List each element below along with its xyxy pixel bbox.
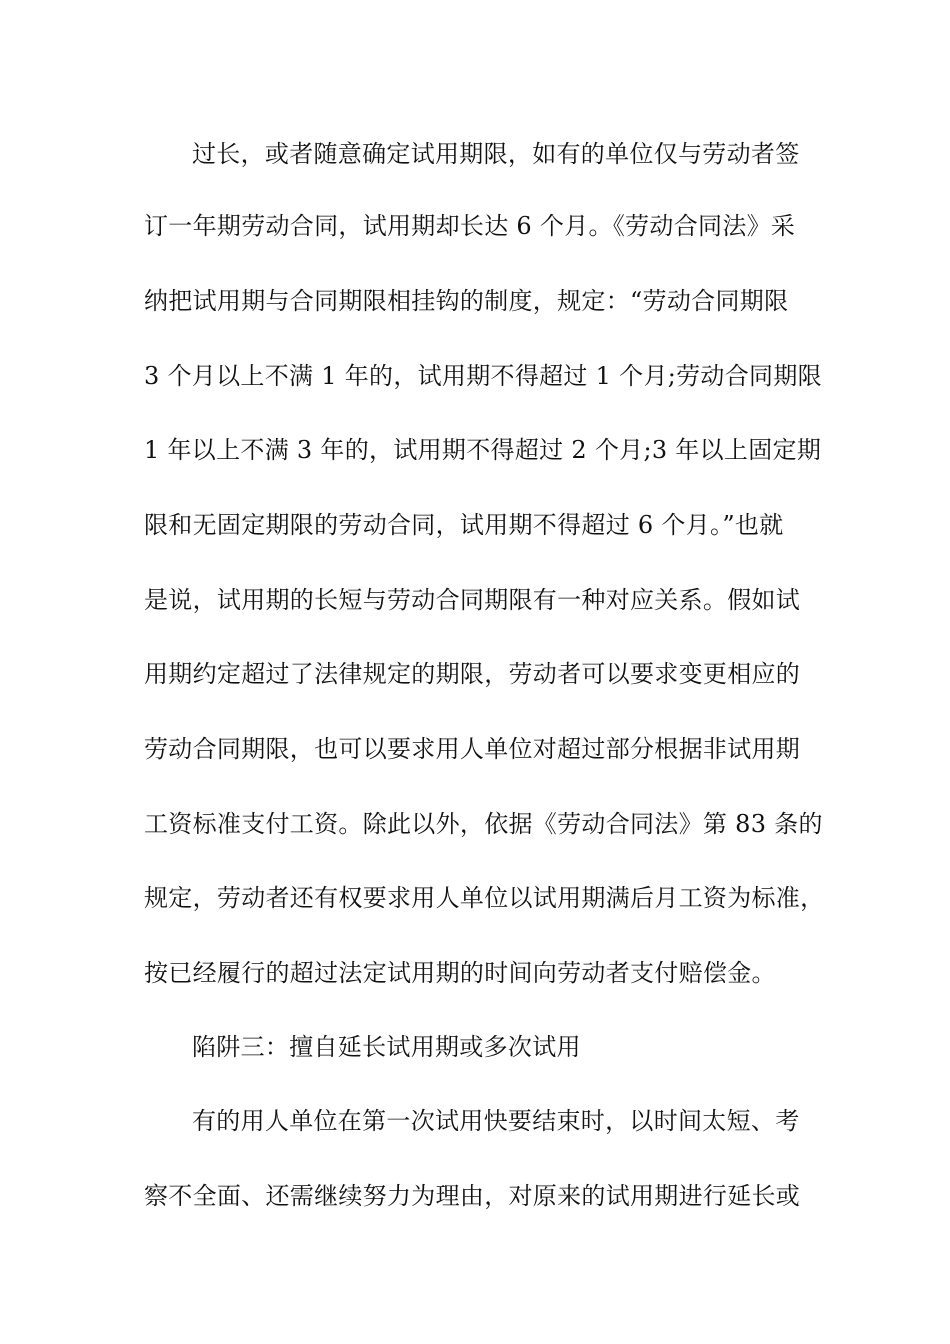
paragraph-line-10: 工资标准支付工资。除此以外，依据《劳动合同法》第 83 条的 [144, 810, 823, 838]
paragraph-line-5: 1 年以上不满 3 年的，试用期不得超过 2 个月;3 年以上固定期 [144, 436, 822, 464]
paragraph-line-13: 有的用人单位在第一次试用快要结束时，以时间太短、考 [192, 1107, 800, 1135]
paragraph-line-4: 3 个月以上不满 1 年的，试用期不得超过 1 个月;劳动合同期限 [144, 362, 822, 390]
paragraph-line-7: 是说，试用期的长短与劳动合同期限有一种对应关系。假如试 [144, 586, 801, 614]
paragraph-line-2: 订一年期劳动合同，试用期却长达 6 个月。《劳动合同法》采 [144, 212, 796, 240]
paragraph-line-14: 察不全面、还需继续努力为理由，对原来的试用期进行延长或 [144, 1182, 801, 1210]
paragraph-line-3: 纳把试用期与合同期限相挂钩的制度，规定：“劳动合同期限 [144, 287, 789, 315]
paragraph-line-1: 过长，或者随意确定试用期限，如有的单位仅与劳动者签 [192, 140, 800, 168]
paragraph-line-8: 用期约定超过了法律规定的期限，劳动者可以要求变更相应的 [144, 660, 801, 688]
paragraph-line-9: 劳动合同期限，也可以要求用人单位对超过部分根据非试用期 [144, 735, 801, 763]
paragraph-line-11: 规定，劳动者还有权要求用人单位以试用期满后月工资为标准， [144, 884, 825, 912]
paragraph-line-12: 按已经履行的超过法定试用期的时间向劳动者支付赔偿金。 [144, 959, 776, 987]
paragraph-line-6: 限和无固定期限的劳动合同，试用期不得超过 6 个月。”也就 [144, 511, 784, 539]
section-heading: 陷阱三：擅自延长试用期或多次试用 [192, 1033, 581, 1061]
